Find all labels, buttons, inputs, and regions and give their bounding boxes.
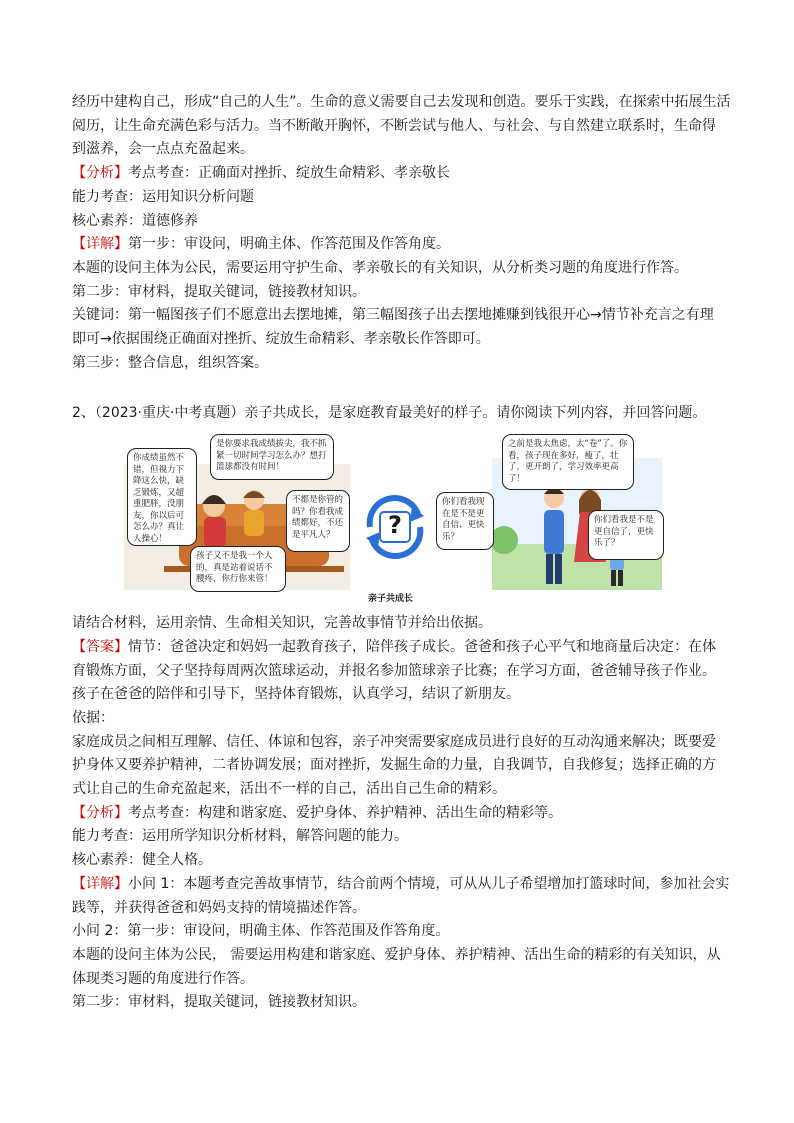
literacy-line: 核心素养：健全人格。 — [72, 852, 212, 869]
speech-bubble-kid-far: 你们看我是不是更自信了，更快乐了？ — [588, 510, 664, 560]
literacy-line: 核心素养：道德修养 — [72, 212, 198, 229]
analysis-line — [72, 802, 732, 826]
analysis-text: 考点考查：构建和谐家庭、爱护身体、养护精神、活出生命的精彩等。 — [128, 804, 562, 821]
basis-label: 依据： — [72, 709, 114, 726]
text-line: 式让自己的生命充盈起来，活出不一样的自己，活出自己生命的精彩。 — [72, 781, 506, 798]
prompt-line: 请结合材料，运用亲情、生命相关知识，完善故事情节并给出依据。 — [72, 615, 492, 632]
text-line: 即可→依据围绕正确面对挫折、绽放生命精彩、孝亲敬长作答即可。 — [72, 331, 490, 348]
figure-caption: 亲子共成长 — [368, 594, 414, 605]
text-line: 体现类习题的角度进行作答。 — [72, 970, 254, 987]
text-line: 本题的设问主体为公民，需要运用守护生命、孝亲敬长的有关知识，从分析类习题的角度进行作答。 — [72, 259, 688, 276]
speech-bubble-kid-bottom: 孩子又不是我一个人的，真是站着说话不腰疼，你行你来管！ — [190, 546, 286, 592]
analysis-tag: 【分析】 — [72, 804, 128, 821]
text-line: 家庭成员之间相互理解、信任、体谅和包容，亲子冲突需要家庭成员进行良好的互动沟通来解决；既要爱 — [72, 733, 716, 750]
speech-bubble-kid-top: 是你要求我成绩拔尖，我不抓紧一切时间学习怎么办？想打篮球都没有时间！ — [210, 434, 334, 480]
speech-bubble-mom: 你成绩虽然不错，但视力下降这么快，缺乏锻炼，又超重肥胖，没朋友，你以后可怎么办？真让人操心！ — [127, 448, 197, 546]
question-mark: ? — [388, 511, 402, 540]
text-line: 孩子在爸爸的陪伴和引导下，坚持体育锻炼，认真学习，结识了新朋友。 — [72, 686, 520, 703]
text-line: 到滋养，会一点点充盈起来。 — [72, 141, 254, 158]
analysis-text: 考点考查：正确面对挫折、绽放生命精彩、孝亲敬长 — [128, 165, 450, 182]
answer-text: 情节：爸爸决定和妈妈一起教育孩子，陪伴孩子成长。爸爸和孩子心平气和地商量后决定：在体 — [128, 638, 716, 655]
detail-tag: 【详解】 — [72, 875, 128, 892]
question-stem: 2、（2023·重庆·中考真题）亲子共成长，是家庭教育最美好的样子。请你阅读下列内容，并回答问题。 — [72, 405, 707, 422]
answer-tag: 【答案】 — [72, 638, 128, 655]
analysis-line — [72, 162, 732, 186]
ability-line: 能力考查：运用知识分析问题 — [72, 188, 254, 205]
detail-text: 小问 1：本题考查完善故事情节，结合前两个情境，可从从儿子希望增加打篮球时间，参加社会实 — [128, 875, 730, 892]
detail-text: 第一步：审设问，明确主体、作答范围及作答角度。 — [128, 236, 450, 253]
spacer — [72, 375, 732, 402]
speech-bubble-dad: 不都是你管的吗？你看我成绩都好，不还是平凡人？ — [286, 490, 350, 552]
speech-bubble-parents: 之前是我太焦虑，太“卷”了。你看，孩子现在多好，瘦了，壮了，更开朗了，学习效率更高了！ — [502, 434, 634, 490]
text-line: 第二步：审材料，提取关键词，链接教材知识。 — [72, 283, 366, 300]
text-line: 经历中建构自己，形成“自己的人生”。生命的意义需要自己去发现和创造。要乐于实践，在探索中拓展生活 — [72, 94, 731, 110]
document-content — [72, 91, 732, 1015]
text-line: 育锻炼方面，父子坚持每周两次篮球运动，并报名参加篮球亲子比赛；在学习方面，爸爸辅导孩子作业。 — [72, 662, 716, 679]
ability-line: 能力考查：运用所学知识分析材料，解答问题的能力。 — [72, 828, 408, 845]
text-line: 践等，并获得爸爸和妈妈支持的情境描述作答。 — [72, 899, 366, 916]
comic-figure — [72, 434, 732, 606]
analysis-tag: 【分析】 — [72, 165, 128, 182]
answer-line — [72, 636, 732, 660]
detail-line — [72, 233, 732, 257]
text-line: 第二步：审材料，提取关键词，链接教材知识。 — [72, 994, 366, 1011]
text-line: 护身体又要养护精神，二者协调发展；面对挫折，发掘生命的力量，自我调节，自我修复；选择正确的方 — [72, 757, 716, 774]
detail-tag: 【详解】 — [72, 236, 128, 253]
text-line: 关键词：第一幅图孩子们不愿意出去摆地摊，第三幅图孩子出去摆地摊赚到钱很开心→情节补充言之有理 — [72, 307, 714, 324]
text-line: 小问 2：第一步：审设问，明确主体、作答范围及作答角度。 — [72, 923, 450, 940]
speech-bubble-kid-right: 你们看我现在是不是更自信、更快乐？ — [436, 492, 494, 550]
detail-line — [72, 873, 732, 897]
text-line: 第三步：整合信息，组织答案。 — [72, 354, 268, 371]
text-line: 阅历，让生命充满色彩与活力。当不断敞开胸怀，不断尝试与他人、与社会、与自然建立联系时，生命得 — [72, 117, 716, 134]
text-line: 本题的设问主体为公民， 需要运用构建和谐家庭、爱护身体、养护精神、活出生命的精彩的有关知识，从 — [72, 946, 721, 963]
